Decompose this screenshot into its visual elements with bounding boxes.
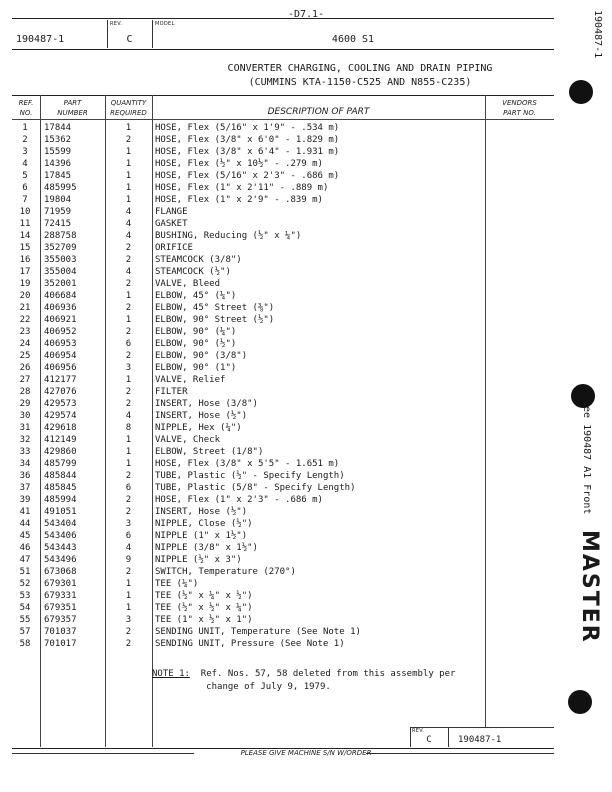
col-ref-no: REF. NO. [18, 99, 34, 117]
quantity-cell: 1 [125, 375, 132, 385]
table-row [0, 470, 612, 482]
margin-doc-id: 190487-1 [592, 10, 603, 59]
description-cell: NIPPLE (3/8" x 1½") [155, 543, 258, 553]
part-number-cell: 679331 [44, 591, 77, 601]
ref-cell: 24 [19, 339, 31, 349]
table-row [0, 446, 612, 458]
description-cell: NIPPLE (½" x 3") [155, 555, 242, 565]
description-cell: TEE (1" x ½" x 1") [155, 615, 253, 625]
table-row [0, 218, 612, 230]
ref-cell: 5 [22, 171, 28, 181]
ref-cell: 17 [19, 267, 31, 277]
description-cell: HOSE, Flex (3/8" x 6'0" - 1.829 m) [155, 135, 340, 145]
table-row [0, 506, 612, 518]
table-row [0, 326, 612, 338]
table-row [0, 386, 612, 398]
quantity-cell: 9 [125, 555, 132, 565]
part-number-cell: 491051 [44, 507, 77, 517]
quantity-cell: 1 [125, 195, 132, 205]
quantity-cell: 6 [125, 483, 132, 493]
part-number-cell: 543496 [44, 555, 77, 565]
ref-cell: 45 [19, 531, 31, 541]
ref-cell: 20 [19, 291, 31, 301]
table-row [0, 350, 612, 362]
bottom-rev-value: C [426, 735, 432, 745]
description-cell: SWITCH, Temperature (270°) [155, 567, 296, 577]
quantity-cell: 2 [125, 279, 132, 289]
quantity-cell: 6 [125, 531, 132, 541]
quantity-cell: 2 [125, 135, 132, 145]
col-vendors-part: VENDORS PART NO. [502, 99, 537, 117]
note-text: Ref. Nos. 57, 58 deleted from this assembly per change of July 9, 1979. [200, 669, 456, 692]
description-cell: INSERT, Hose (½") [155, 411, 248, 421]
quantity-cell: 2 [125, 243, 132, 253]
description-cell: INSERT, Hose (3/8") [155, 399, 258, 409]
quantity-cell: 4 [125, 267, 132, 277]
description-cell: TEE (¼") [155, 579, 199, 589]
part-number-cell: 412149 [44, 435, 77, 445]
description-cell: ELBOW, 90° (½") [155, 339, 237, 349]
description-cell: NIPPLE, Close (½") [155, 519, 253, 529]
description-cell: HOSE, Flex (5/16" x 1'9" - .534 m) [155, 123, 340, 133]
ref-cell: 15 [19, 243, 31, 253]
page-title [150, 62, 570, 90]
ref-cell: 46 [19, 543, 31, 553]
ref-cell: 10 [19, 207, 31, 217]
part-number-cell: 543404 [44, 519, 77, 529]
part-number-cell: 429573 [44, 399, 77, 409]
table-row [0, 482, 612, 494]
part-number-cell: 14396 [44, 159, 72, 169]
table-row [0, 122, 612, 134]
ref-cell: 37 [19, 483, 31, 493]
description-cell: ELBOW, 45° Street (⅜") [155, 303, 275, 313]
part-number-cell: 701017 [44, 639, 77, 649]
part-number-cell: 352709 [44, 243, 77, 253]
rev-label: REV. [110, 21, 123, 27]
description-cell: HOSE, Flex (5/16" x 2'3" - .686 m) [155, 171, 340, 181]
model-label: MODEL [155, 21, 175, 27]
quantity-cell: 2 [125, 495, 132, 505]
part-number-cell: 71959 [44, 207, 72, 217]
part-number-cell: 679351 [44, 603, 77, 613]
part-number-cell: 406936 [44, 303, 77, 313]
table-row [0, 602, 612, 614]
ref-cell: 4 [22, 159, 28, 169]
description-cell: VALVE, Bleed [155, 279, 221, 289]
part-number-cell: 406956 [44, 363, 77, 373]
ref-cell: 19 [19, 279, 31, 289]
part-number-cell: 19804 [44, 195, 72, 205]
description-cell: ELBOW, 90° (3/8") [155, 351, 248, 361]
part-number-cell: 352001 [44, 279, 77, 289]
ref-cell: 30 [19, 411, 31, 421]
binder-hole [568, 690, 592, 714]
part-number-cell: 412177 [44, 375, 77, 385]
table-row [0, 578, 612, 590]
table-row [0, 242, 612, 254]
ref-cell: 41 [19, 507, 31, 517]
table-row [0, 566, 612, 578]
table-row [0, 182, 612, 194]
part-number-cell: 72415 [44, 219, 72, 229]
quantity-cell: 4 [125, 231, 132, 241]
part-number-cell: 15362 [44, 135, 72, 145]
footer-instruction: PLEASE GIVE MACHINE S/N W/ORDER [240, 749, 372, 757]
table-row [0, 458, 612, 470]
description-cell: FILTER [155, 387, 188, 397]
ref-cell: 26 [19, 363, 31, 373]
quantity-cell: 1 [125, 147, 132, 157]
quantity-cell: 2 [125, 303, 132, 313]
description-cell: STEAMCOCK (½") [155, 267, 231, 277]
description-cell: NIPPLE, Hex (¼") [155, 423, 242, 433]
description-cell: HOSE, Flex (1" x 2'9" - .839 m) [155, 195, 323, 205]
title-line-1: CONVERTER CHARGING, COOLING AND DRAIN PIPING [227, 63, 493, 74]
note-label: NOTE 1: [152, 669, 190, 679]
part-number-cell: 17844 [44, 123, 72, 133]
quantity-cell: 1 [125, 183, 132, 193]
model-value: 4600 S1 [331, 34, 375, 45]
part-number-cell: 17845 [44, 171, 72, 181]
part-number-cell: 427076 [44, 387, 77, 397]
table-row [0, 614, 612, 626]
ref-cell: 6 [22, 183, 28, 193]
table-row [0, 254, 612, 266]
description-cell: HOSE, Flex (½" x 10½" - .279 m) [155, 159, 323, 169]
bottom-doc-number: 190487-1 [458, 735, 502, 745]
ref-cell: 3 [22, 147, 28, 157]
part-number-cell: 485799 [44, 459, 77, 469]
description-cell: HOSE, Flex (3/8" x 5'5" - 1.651 m) [155, 459, 340, 469]
quantity-cell: 2 [125, 399, 132, 409]
part-number-cell: 485995 [44, 183, 77, 193]
part-number-cell: 673068 [44, 567, 77, 577]
part-number-cell: 485844 [44, 471, 77, 481]
ref-cell: 2 [22, 135, 28, 145]
part-number-cell: 406921 [44, 315, 77, 325]
description-cell: TUBE, Plastic (½" - Specify Length) [155, 471, 345, 481]
description-cell: ORIFICE [155, 243, 193, 253]
description-cell: NIPPLE (1" x 1½") [155, 531, 248, 541]
table-row [0, 494, 612, 506]
quantity-cell: 2 [125, 387, 132, 397]
description-cell: BUSHING, Reducing (½" x ¼") [155, 231, 302, 241]
part-number-cell: 485994 [44, 495, 77, 505]
description-cell: ELBOW, 90° (1") [155, 363, 237, 373]
ref-cell: 16 [19, 255, 31, 265]
ref-cell: 54 [19, 603, 31, 613]
part-number-cell: 543406 [44, 531, 77, 541]
ref-cell: 22 [19, 315, 31, 325]
quantity-cell: 2 [125, 327, 132, 337]
doc-number: 190487-1 [16, 34, 65, 45]
table-row [0, 206, 612, 218]
quantity-cell: 2 [125, 471, 132, 481]
table-row [0, 266, 612, 278]
description-cell: STEAMCOCK (3/8") [155, 255, 242, 265]
quantity-cell: 1 [125, 315, 132, 325]
table-row [0, 194, 612, 206]
table-row [0, 530, 612, 542]
description-cell: HOSE, Flex (3/8" x 6'4" - 1.931 m) [155, 147, 340, 157]
ref-cell: 36 [19, 471, 31, 481]
ref-cell: 44 [19, 519, 31, 529]
col-quantity: QUANTITY REQUIRED [110, 99, 147, 117]
quantity-cell: 3 [125, 519, 132, 529]
quantity-cell: 2 [125, 255, 132, 265]
ref-cell: 31 [19, 423, 31, 433]
ref-cell: 58 [19, 639, 31, 649]
description-cell: INSERT, Hose (½") [155, 507, 248, 517]
quantity-cell: 2 [125, 567, 132, 577]
ref-cell: 39 [19, 495, 31, 505]
part-number-cell: 679301 [44, 579, 77, 589]
quantity-cell: 1 [125, 447, 132, 457]
master-stamp: MASTER [577, 530, 602, 644]
description-cell: HOSE, Flex (1" x 2'3" - .686 m) [155, 495, 323, 505]
part-number-cell: 15599 [44, 147, 72, 157]
ref-cell: 7 [22, 195, 28, 205]
description-cell: ELBOW, Street (1/8") [155, 447, 264, 457]
ref-cell: 47 [19, 555, 31, 565]
ref-cell: 23 [19, 327, 31, 337]
description-cell: VALVE, Check [155, 435, 221, 445]
description-cell: FLANGE [155, 207, 188, 217]
table-row [0, 626, 612, 638]
description-cell: TEE (½" x ½" x ¼") [155, 603, 253, 613]
quantity-cell: 1 [125, 459, 132, 469]
quantity-cell: 3 [125, 615, 132, 625]
table-row [0, 542, 612, 554]
binder-hole [569, 80, 593, 104]
table-row [0, 398, 612, 410]
table-row [0, 422, 612, 434]
description-cell: TUBE, Plastic (5/8" - Specify Length) [155, 483, 356, 493]
ref-cell: 11 [19, 219, 31, 229]
ref-cell: 1 [22, 123, 28, 133]
table-row [0, 290, 612, 302]
table-row [0, 554, 612, 566]
quantity-cell: 4 [125, 543, 132, 553]
table-row [0, 638, 612, 650]
part-number-cell: 679357 [44, 615, 77, 625]
part-number-cell: 406684 [44, 291, 77, 301]
quantity-cell: 1 [125, 591, 132, 601]
description-cell: VALVE, Relief [155, 375, 226, 385]
quantity-cell: 1 [125, 435, 132, 445]
ref-cell: 14 [19, 231, 31, 241]
col-description: DESCRIPTION OF PART [267, 107, 370, 117]
quantity-cell: 1 [125, 171, 132, 181]
ref-cell: 52 [19, 579, 31, 589]
ref-cell: 55 [19, 615, 31, 625]
ref-cell: 51 [19, 567, 31, 577]
description-cell: ELBOW, 45° (¼") [155, 291, 237, 301]
bottom-rev-label: REV. [412, 728, 425, 734]
quantity-cell: 2 [125, 507, 132, 517]
part-number-cell: 406953 [44, 339, 77, 349]
quantity-cell: 1 [125, 579, 132, 589]
quantity-cell: 2 [125, 627, 132, 637]
table-row [0, 230, 612, 242]
quantity-cell: 4 [125, 411, 132, 421]
ref-cell: 57 [19, 627, 31, 637]
part-number-cell: 543443 [44, 543, 77, 553]
margin-see-reference: See 190487 A1 Front [581, 400, 592, 515]
quantity-cell: 1 [125, 123, 132, 133]
part-number-cell: 355003 [44, 255, 77, 265]
quantity-cell: 4 [125, 207, 132, 217]
ref-cell: 28 [19, 387, 31, 397]
ref-cell: 34 [19, 459, 31, 469]
table-row [0, 302, 612, 314]
table-row [0, 374, 612, 386]
table-row [0, 362, 612, 374]
quantity-cell: 1 [125, 603, 132, 613]
table-row [0, 590, 612, 602]
description-cell: GASKET [155, 219, 188, 229]
header-rule [12, 119, 554, 120]
quantity-cell: 1 [125, 291, 132, 301]
ref-cell: 27 [19, 375, 31, 385]
ref-cell: 21 [19, 303, 31, 313]
table-row [0, 338, 612, 350]
quantity-cell: 3 [125, 363, 132, 373]
part-number-cell: 406954 [44, 351, 77, 361]
bottom-rev-divider [448, 727, 449, 747]
table-row [0, 278, 612, 290]
part-number-cell: 701037 [44, 627, 77, 637]
part-number-cell: 406952 [44, 327, 77, 337]
quantity-cell: 8 [125, 423, 132, 433]
note [152, 668, 455, 694]
table-row [0, 518, 612, 530]
part-number-cell: 429618 [44, 423, 77, 433]
table-row [0, 314, 612, 326]
description-cell: HOSE, Flex (1" x 2'11" - .889 m) [155, 183, 329, 193]
ref-cell: 53 [19, 591, 31, 601]
description-cell: SENDING UNIT, Pressure (See Note 1) [155, 639, 345, 649]
table-row [0, 134, 612, 146]
quantity-cell: 2 [125, 351, 132, 361]
page-number: -D7.1- [287, 9, 325, 20]
part-number-cell: 288758 [44, 231, 77, 241]
table-row [0, 170, 612, 182]
part-number-cell: 429574 [44, 411, 77, 421]
title-line-2: (CUMMINS KTA-1150-C525 AND N855-C235) [248, 77, 472, 88]
table-row [0, 434, 612, 446]
rev-value: C [126, 34, 133, 45]
ref-cell: 25 [19, 351, 31, 361]
description-cell: SENDING UNIT, Temperature (See Note 1) [155, 627, 361, 637]
description-cell: ELBOW, 90° (¼") [155, 327, 237, 337]
ref-cell: 33 [19, 447, 31, 457]
quantity-cell: 6 [125, 339, 132, 349]
quantity-cell: 2 [125, 639, 132, 649]
table-row [0, 410, 612, 422]
part-number-cell: 429860 [44, 447, 77, 457]
part-number-cell: 485845 [44, 483, 77, 493]
table-row [0, 146, 612, 158]
description-cell: ELBOW, 90° Street (½") [155, 315, 275, 325]
col-part-number: PART NUMBER [57, 99, 88, 117]
description-cell: TEE (½" x ¼" x ½") [155, 591, 253, 601]
part-number-cell: 355004 [44, 267, 77, 277]
quantity-cell: 1 [125, 159, 132, 169]
table-row [0, 158, 612, 170]
quantity-cell: 4 [125, 219, 132, 229]
ref-cell: 32 [19, 435, 31, 445]
ref-cell: 29 [19, 399, 31, 409]
